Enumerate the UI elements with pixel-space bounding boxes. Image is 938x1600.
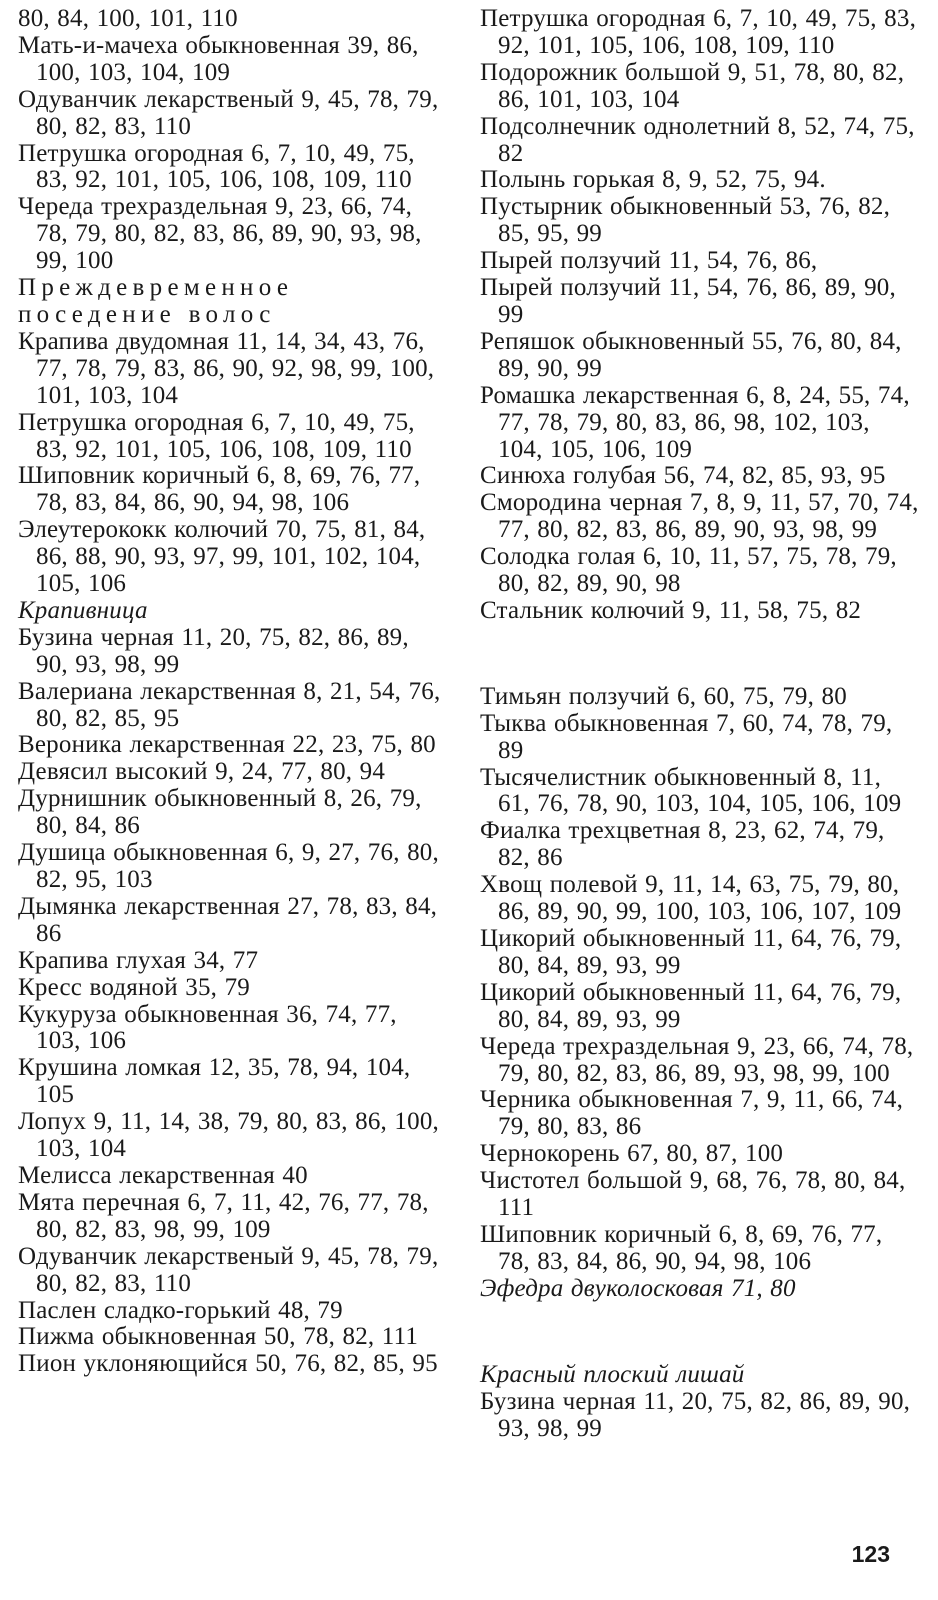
index-entry: Кукуруза обыкновенная 36, 74, 77, 103, 106 — [18, 1000, 397, 1055]
index-entry: Мелисса лекарственная 40 — [18, 1161, 308, 1189]
index-entry: Репяшок обыкновенный 55, 76, 80, 84, 89, 90, 99 — [480, 327, 902, 382]
index-entry: Хвощ полевой 9, 11, 14, 63, 75, 79, 80, 86, 89, 90, 99, 100, 103, 106, 107, 109 — [480, 871, 902, 926]
index-entry: Стальник колючий 9, 11, 58, 75, 82 — [480, 596, 862, 624]
index-column-left — [18, 6, 448, 1378]
index-entry: Фиалка трехцветная 8, 23, 62, 74, 79, 82, 86 — [480, 817, 885, 872]
index-entry: Дурнишник обыкновенный 8, 26, 79, 80, 84, 86 — [18, 785, 422, 840]
index-entry: Бузина черная 11, 20, 75, 82, 86, 89, 90, 93, 98, 99 — [18, 623, 409, 678]
section-heading: Крапивница — [18, 596, 148, 624]
index-entry: Пустырник обыкновенный 53, 76, 82, 85, 95, 99 — [480, 193, 891, 248]
index-entry: Солодка голая 6, 10, 11, 57, 75, 78, 79, 80, 82, 89, 90, 98 — [480, 543, 897, 598]
index-entry: Крушина ломкая 12, 35, 78, 94, 104, 105 — [18, 1054, 411, 1109]
index-entry: Чернокорень 67, 80, 87, 100 — [480, 1140, 784, 1168]
index-entry: Смородина черная 7, 8, 9, 11, 57, 70, 74, 77, 80, 82, 83, 86, 89, 90, 93, 98, 99 — [480, 489, 919, 544]
index-entry: Шиповник коричный 6, 8, 69, 76, 77, 78, 83, 84, 86, 90, 94, 98, 106 — [18, 462, 421, 517]
index-entry: Кресс водяной 35, 79 — [18, 973, 250, 1001]
index-entry: Пион уклоняющийся 50, 76, 82, 85, 95 — [18, 1350, 438, 1378]
index-entry: Подорожник большой 9, 51, 78, 80, 82, 86, 101, 103, 104 — [480, 58, 905, 113]
index-entry: Цикорий обыкновенный 11, 64, 76, 79, 80, 84, 89, 93, 99 — [480, 978, 902, 1033]
spacer — [480, 641, 920, 668]
section-heading: Красный плоский лишай — [480, 1360, 745, 1388]
index-entry: Полынь горькая 8, 9, 52, 75, 94. — [480, 166, 826, 194]
index-entry: Одуванчик лекарственый 9, 45, 78, 79, 80, 82, 83, 110 — [18, 85, 439, 140]
index-entry: Чистотел большой 9, 68, 76, 78, 80, 84, 111 — [480, 1167, 906, 1222]
section-heading: Эфедра двуколосковая 71, 80 — [480, 1274, 796, 1302]
index-entry: Душица обыкновенная 6, 9, 27, 76, 80, 82, 95, 103 — [18, 839, 439, 893]
index-entry: Петрушка огородная 6, 7, 10, 49, 75, 83, 92, 101, 105, 106, 108, 109, 110 — [480, 5, 917, 59]
index-entry: Ромашка лекарственная 6, 8, 24, 55, 74, 77, 78, 79, 80, 83, 86, 98, 102, 103, 104, 105, 106, 109 — [480, 381, 910, 463]
page-number: 123 — [851, 1541, 890, 1567]
index-entry: Мать-и-мачеха обыкновенная 39, 86, 100, 103, 104, 109 — [18, 31, 419, 86]
index-entry: Мята перечная 6, 7, 11, 42, 76, 77, 78, 80, 82, 83, 98, 99, 109 — [18, 1188, 429, 1243]
index-entry: Паслен сладко-горький 48, 79 — [18, 1296, 343, 1324]
index-entry: Девясил высокий 9, 24, 77, 80, 94 — [18, 758, 386, 786]
index-column-right — [480, 6, 920, 1442]
index-entry: Тимьян ползучий 6, 60, 75, 79, 80 — [480, 682, 847, 710]
index-entry: Валериана лекарственная 8, 21, 54, 76, 80, 82, 85, 95 — [18, 677, 441, 732]
index-entry: Петрушка огородная 6, 7, 10, 49, 75, 83, 92, 101, 105, 106, 108, 109, 110 — [18, 139, 415, 194]
index-entry: Синюха голубая 56, 74, 82, 85, 93, 95 — [480, 462, 886, 490]
index-entry: Пырей ползучий 11, 54, 76, 86, — [480, 247, 818, 275]
index-entry: Бузина черная 11, 20, 75, 82, 86, 89, 90, 93, 98, 99 — [480, 1387, 911, 1442]
index-entry: Пижма обыкновенная 50, 78, 82, 111 — [18, 1323, 419, 1351]
index-entry: Вероника лекарственная 22, 23, 75, 80 — [18, 731, 436, 759]
index-entry: Петрушка огородная 6, 7, 10, 49, 75, 83, 92, 101, 105, 106, 108, 109, 110 — [18, 408, 415, 463]
index-entry: Цикорий обыкновенный 11, 64, 76, 79, 80, 84, 89, 93, 99 — [480, 925, 902, 979]
index-entry: Подсолнечник однолетний 8, 52, 74, 75, 82 — [480, 112, 915, 167]
spacer — [480, 1319, 920, 1346]
index-entry: Одуванчик лекарственый 9, 45, 78, 79, 80, 82, 83, 110 — [18, 1242, 439, 1297]
section-heading: Преждевременное поседение волос — [18, 274, 294, 328]
index-entry: Черника обыкновенная 7, 9, 11, 66, 74, 79, 80, 83, 86 — [480, 1086, 904, 1141]
index-entry: Пырей ползучий 11, 54, 76, 86, 89, 90, 99 — [480, 274, 896, 328]
index-entry: Крапива двудомная 11, 14, 34, 43, 76, 77, 78, 79, 83, 86, 90, 92, 98, 99, 100, 101, 103, 104 — [18, 327, 435, 409]
index-entry: Шиповник коричный 6, 8, 69, 76, 77, 78, 83, 84, 86, 90, 94, 98, 106 — [480, 1220, 883, 1275]
index-entry: Элеутерококк колючий 70, 75, 81, 84, 86, 88, 90, 93, 97, 99, 101, 102, 104, 105, 106 — [18, 516, 426, 598]
index-entry: Лопух 9, 11, 14, 38, 79, 80, 83, 86, 100, 103, 104 — [18, 1108, 439, 1163]
index-entry: Череда трехраздельная 9, 23, 66, 74, 78, 79, 80, 82, 83, 86, 89, 90, 93, 98, 99, 100 — [18, 193, 422, 275]
index-entry: Тыква обыкновенная 7, 60, 74, 78, 79, 89 — [480, 709, 893, 764]
index-entry: Крапива глухая 34, 77 — [18, 946, 259, 974]
index-entry: Череда трехраздельная 9, 23, 66, 74, 78, 79, 80, 82, 83, 86, 89, 93, 98, 99, 100 — [480, 1032, 914, 1087]
index-entry: Дымянка лекарственная 27, 78, 83, 84, 86 — [18, 892, 438, 947]
index-entry: 80, 84, 100, 101, 110 — [18, 5, 238, 32]
index-entry: Тысячелистник обыкновенный 8, 11, 61, 76, 78, 90, 103, 104, 105, 106, 109 — [480, 763, 902, 818]
